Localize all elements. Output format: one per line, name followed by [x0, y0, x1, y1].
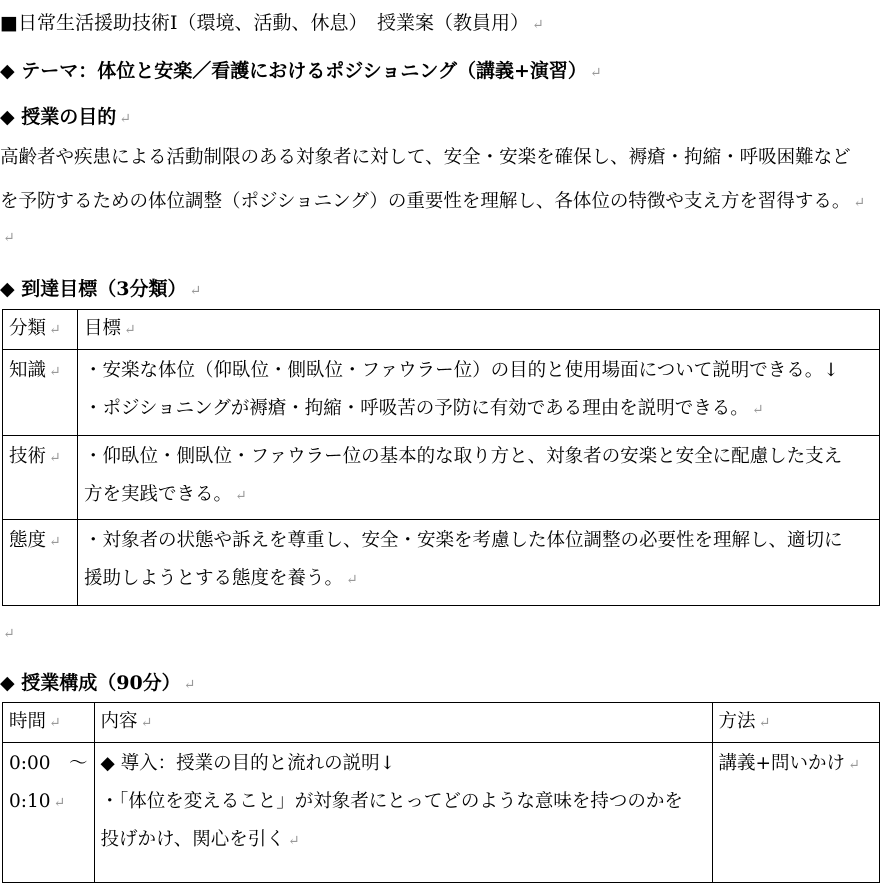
goals-text: ・安楽な体位（仰臥位・側臥位・ファウラー位）の目的と使用場面について説明できる。↓ ・ポジショニングが褥瘡・拘縮・呼吸苦の予防に有効である理由を説明できる。 ↵: [78, 350, 880, 436]
paragraph-mark: ↵: [3, 230, 15, 246]
structure-content: ◆ 導入：授業の目的と流れの説明↓ ・「体位を変えること」が対象者にとってどのような意味を持つのかを 投げかけ、関心を引く ↵: [94, 743, 712, 883]
goals-text: ・仰臥位・側臥位・ファウラー位の基本的な取り方と、対象者の安楽と安全に配慮した支え 方を実践できる。 ↵: [78, 436, 880, 520]
goals-row-attitude: [3, 520, 880, 606]
paragraph-mark: ↵: [3, 626, 15, 642]
structure-method: 講義+問いかけ ↵: [712, 743, 879, 883]
goals-heading: ◆ 到達目標（3分類） ↵: [0, 278, 202, 300]
objective-line-2: を予防するための体位調整（ポジショニング）の重要性を理解し、各体位の特徴や支え方を習得する。 ↵: [0, 191, 866, 212]
document-title: ■日常生活援助技術Ⅰ（環境、活動、休息） 授業案（教員用） ↵: [0, 12, 544, 34]
structure-table: [2, 702, 880, 883]
goals-category: 技術 ↵: [3, 436, 78, 520]
structure-header-method: 方法 ↵: [712, 703, 879, 743]
structure-header-time: 時間 ↵: [3, 703, 95, 743]
structure-header-content: 内容 ↵: [94, 703, 712, 743]
goals-header-category: 分類 ↵: [3, 310, 78, 350]
goals-table: [2, 309, 880, 606]
structure-row: [3, 743, 880, 883]
goals-category: 態度 ↵: [3, 520, 78, 606]
goals-category: 知識 ↵: [3, 350, 78, 436]
structure-time: 0:00 ～ 0:10 ↵: [3, 743, 95, 883]
goals-header-goal: 目標 ↵: [78, 310, 880, 350]
goals-row-knowledge: [3, 350, 880, 436]
theme-heading: ◆ テーマ：体位と安楽／看護におけるポジショニング（講義+演習） ↵: [0, 60, 602, 82]
structure-heading: ◆ 授業構成（90分） ↵: [0, 672, 196, 694]
objective-line-1: 高齢者や疾患による活動制限のある対象者に対して、安全・安楽を確保し、褥瘡・拘縮・呼吸困難など: [0, 147, 851, 168]
goals-row-skill: [3, 436, 880, 520]
objective-heading: ◆ 授業の目的 ↵: [0, 106, 131, 128]
goals-text: ・対象者の状態や訴えを尊重し、安全・安楽を考慮した体位調整の必要性を理解し、適切に 援助しようとする態度を養う。 ↵: [78, 520, 880, 606]
